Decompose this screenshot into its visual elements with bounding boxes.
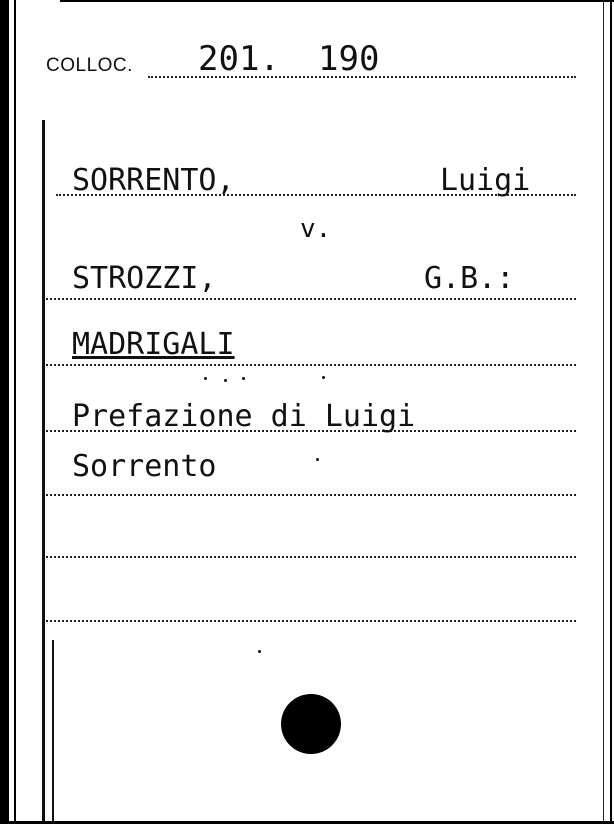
title-dotted-line	[46, 364, 576, 366]
ink-speck	[224, 379, 227, 382]
subject-initials: G.B.:	[424, 261, 515, 296]
connector-text: v.	[300, 214, 332, 244]
author-forename: Luigi	[440, 163, 531, 198]
colloc-number-secondary: 190	[318, 39, 380, 79]
ink-speck	[316, 458, 319, 461]
ink-speck	[258, 650, 261, 653]
title-text: MADRIGALI	[72, 327, 235, 362]
ink-speck	[322, 376, 325, 379]
blank-dotted-line-1	[46, 556, 576, 558]
card-right-edge	[610, 0, 612, 824]
card-left-rule	[14, 0, 16, 824]
punch-hole	[281, 694, 341, 754]
card-right-rule	[603, 0, 604, 824]
card-margin-rule-secondary	[52, 640, 54, 824]
subject-dotted-line	[46, 298, 576, 300]
note-line-1: Prefazione di Luigi	[72, 399, 416, 434]
colloc-label: COLLOC.	[46, 55, 133, 76]
blank-dotted-line-2	[46, 620, 576, 622]
card-left-edge	[0, 0, 9, 824]
note-dotted-line-2	[46, 494, 576, 496]
colloc-number-primary: 201.	[198, 39, 280, 79]
ink-speck	[204, 377, 207, 380]
card-margin-rule	[42, 120, 45, 824]
author-surname: SORRENTO,	[72, 163, 235, 198]
card-top-edge	[60, 0, 614, 2]
ink-speck	[242, 377, 245, 380]
note-line-2: Sorrento	[72, 449, 217, 484]
subject-surname: STROZZI,	[72, 261, 217, 296]
